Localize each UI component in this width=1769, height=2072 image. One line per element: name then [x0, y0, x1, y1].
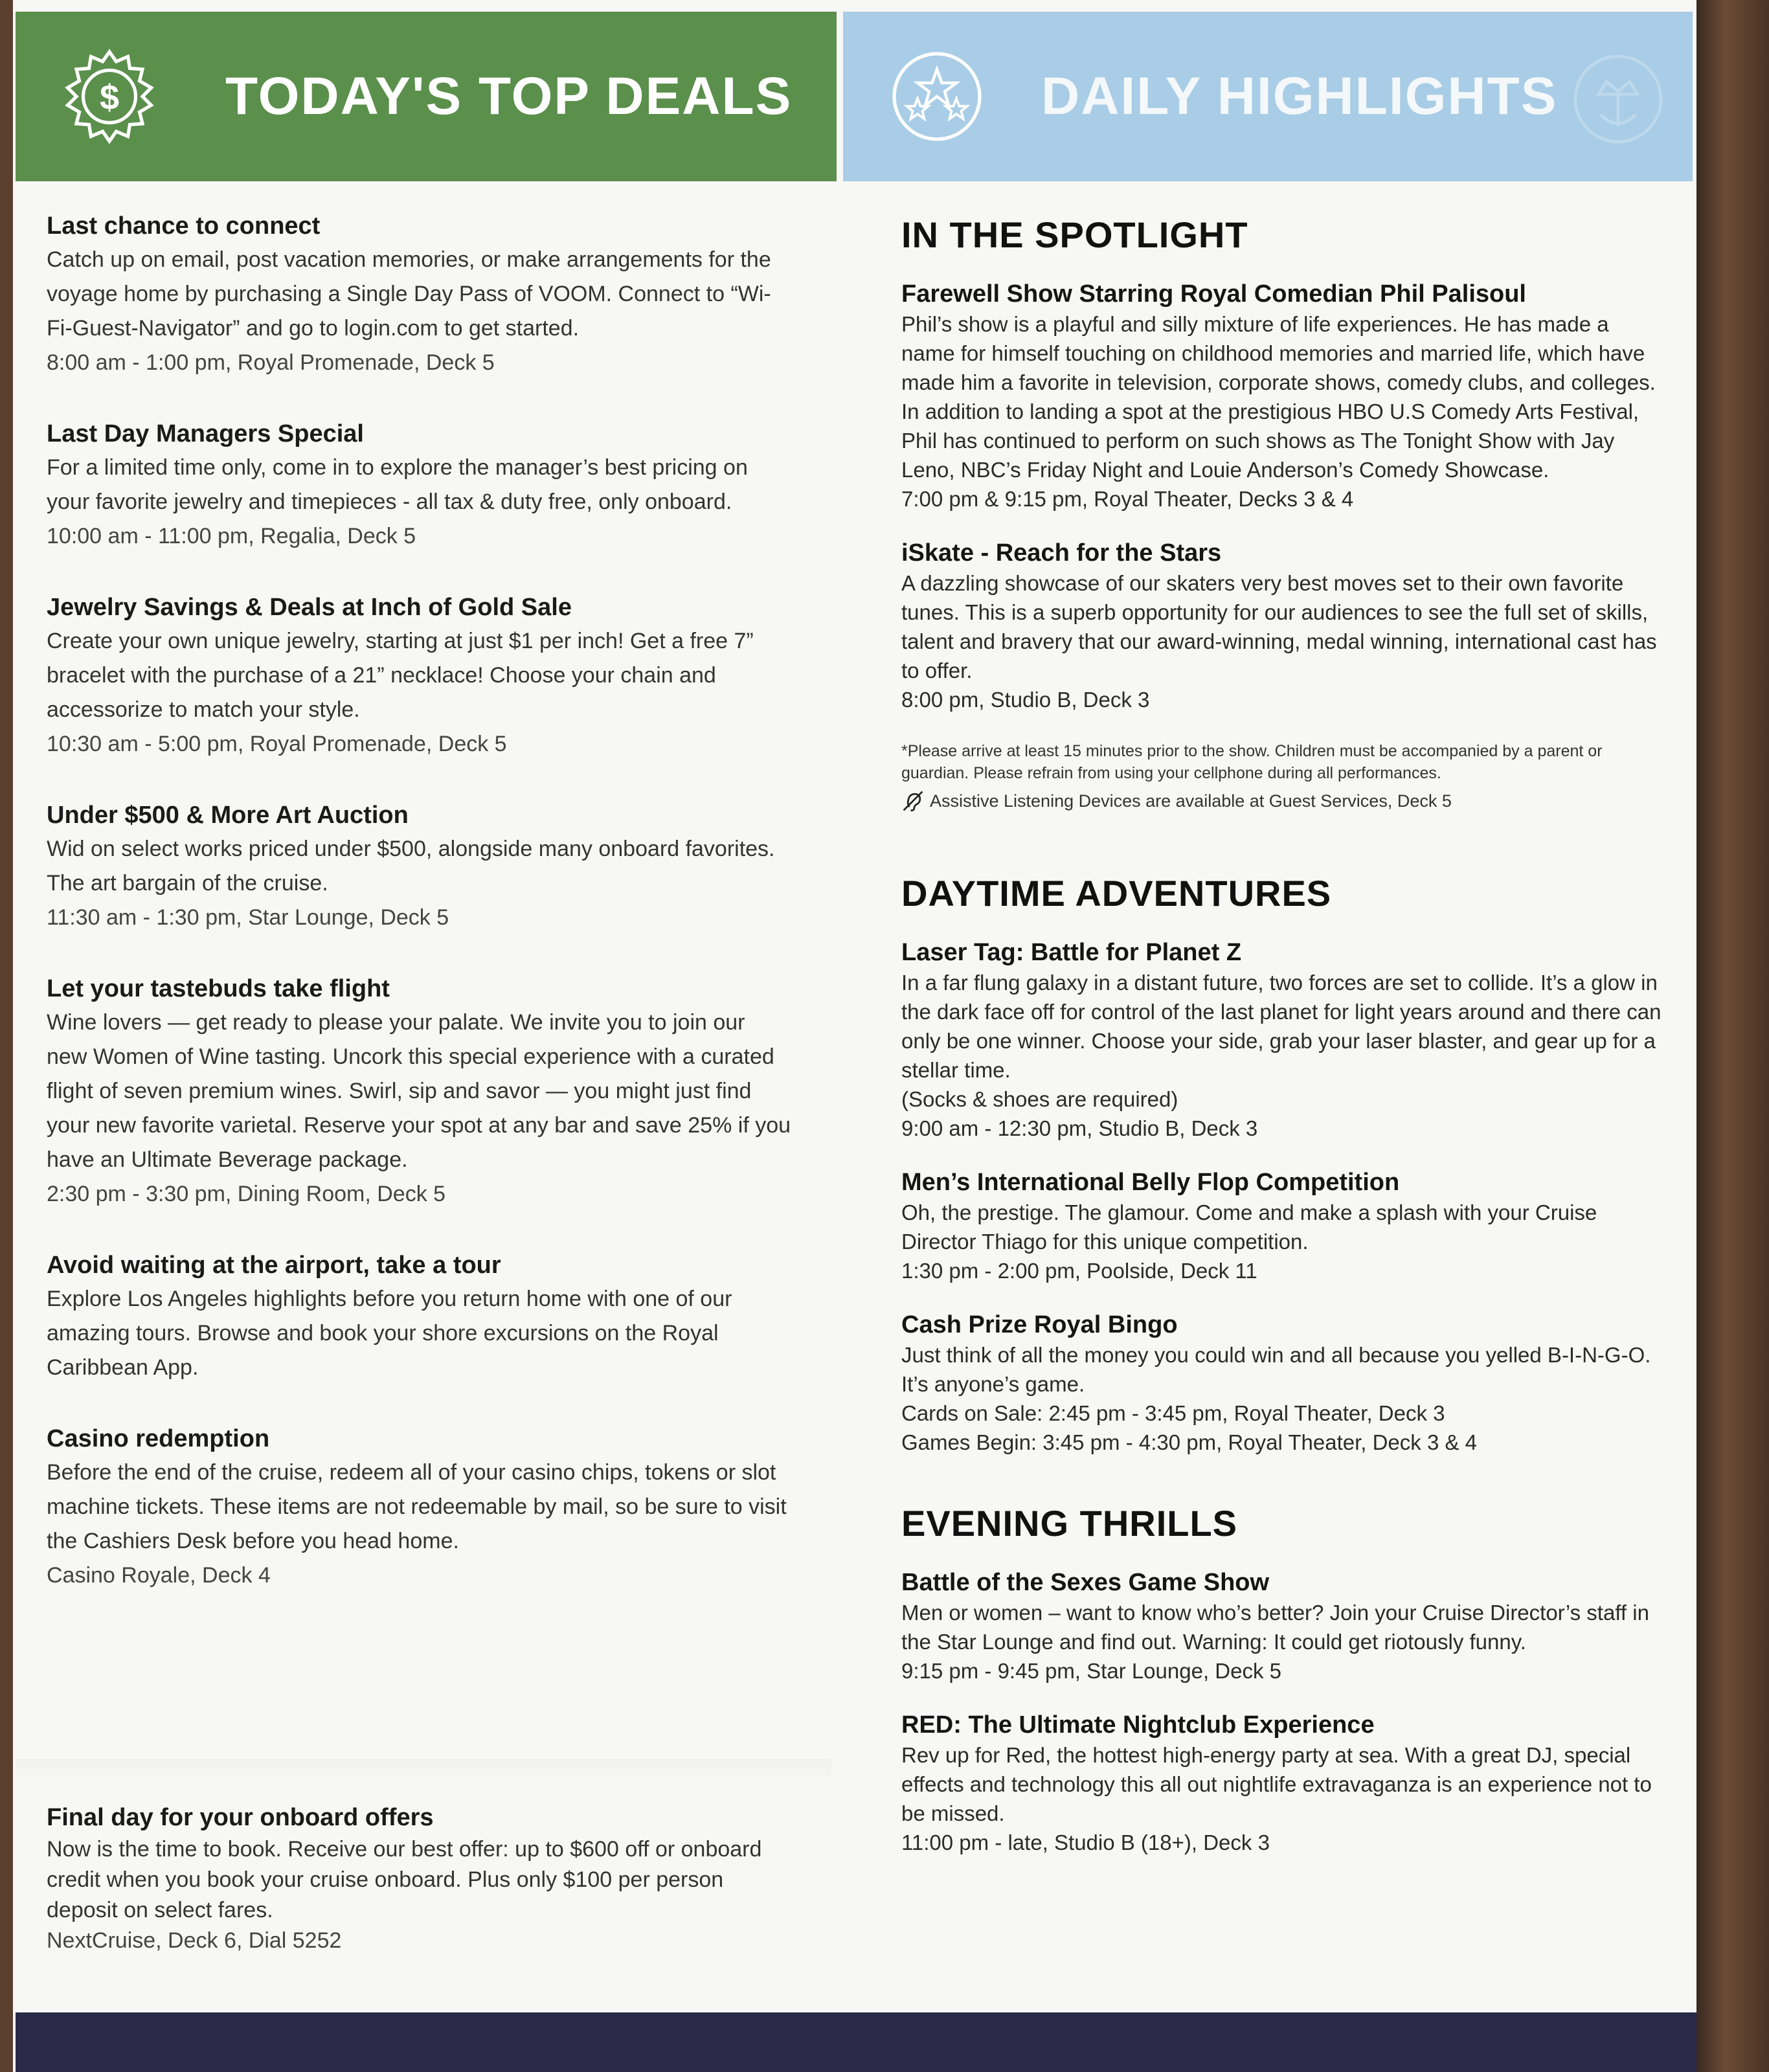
- deal-item: [47, 212, 791, 380]
- section-divider: [16, 1759, 831, 1785]
- highlight-body: Oh, the prestige. The glamour. Come and make a splash with your Cruise Director Thiago for this unique competition.: [901, 1200, 1597, 1254]
- evening-heading: EVENING THRILLS: [901, 1503, 1238, 1544]
- deal-title: Let your tastebuds take flight: [47, 975, 390, 1002]
- highlight-title: Laser Tag: Battle for Planet Z: [901, 939, 1242, 966]
- highlight-body: A dazzling showcase of our skaters very best moves set to their own favorite tunes. This is a superb opportunity for our audiences to see the full set of skills, talent and bravery that our award-winning, medal winning, international cast has to offer.: [901, 571, 1657, 682]
- highlight-title: RED: The Ultimate Nightclub Experience: [901, 1711, 1375, 1739]
- hearing-assist-icon: [901, 789, 925, 813]
- deal-when: 11:30 am - 1:30 pm, Star Lounge, Deck 5: [47, 905, 449, 930]
- deal-item: [47, 975, 791, 1211]
- spotlight-heading: IN THE SPOTLIGHT: [901, 214, 1248, 255]
- highlight-item: [901, 1569, 1665, 1685]
- daytime-heading: DAYTIME ADVENTURES: [901, 873, 1332, 914]
- deal-body: For a limited time only, come in to explore the manager’s best pricing on your favorite jewelry and timepieces - all tax & duty free, only onboard.: [47, 455, 748, 514]
- svg-text:$: $: [99, 78, 120, 117]
- final-offer-block: [47, 1804, 791, 1996]
- highlight-body: In a far flung galaxy in a distant future, two forces are set to collide. It’s a glow in the dark face off for control of the last planet for light years around and there can only be one winner. Choose your side, grab your laser blaster, and gear up for a stellar time.: [901, 971, 1662, 1082]
- daily-highlights-title: DAILY HIGHLIGHTS: [1041, 67, 1558, 126]
- highlight-item: [901, 939, 1665, 1143]
- highlight-title: Cash Prize Royal Bingo: [901, 1311, 1178, 1338]
- top-deals-banner: [16, 12, 837, 181]
- deal-when: 2:30 pm - 3:30 pm, Dining Room, Deck 5: [47, 1182, 446, 1206]
- top-deals-title: TODAY'S TOP DEALS: [225, 67, 793, 126]
- deal-title: Final day for your onboard offers: [47, 1804, 434, 1831]
- highlight-body: Phil’s show is a playful and silly mixture of life experiences. He has made a name for himself touching on childhood memories and married life, which have made him a favorite in television, corporate shows, comedy clubs, and colleges. In addition to landing a spot at the prestigious HBO U.S Comedy Arts Festival, Phil has continued to perform on such shows as The Tonight Show with Jay Leno, NBC’s Friday Night and Louie Anderson’s Comedy Showcase.: [901, 312, 1656, 482]
- deal-item: [47, 1804, 791, 1956]
- deal-body: Wid on select works priced under $500, alongside many onboard favorites. The art bargain of the cruise.: [47, 837, 775, 895]
- highlight-when: 11:00 pm - late, Studio B (18+), Deck 3: [901, 1830, 1270, 1854]
- highlight-body: Men or women – want to know who’s better? Join your Cruise Director’s staff in the Star Lounge and find out. Warning: It could get riotously funny.: [901, 1601, 1649, 1654]
- deal-title: Last chance to connect: [47, 212, 321, 240]
- highlight-item: [901, 1169, 1665, 1285]
- highlight-when: 1:30 pm - 2:00 pm, Poolside, Deck 11: [901, 1259, 1257, 1283]
- footer-bar: [16, 2012, 1696, 2072]
- assistive-listening-note: [901, 788, 1665, 814]
- highlight-item: [901, 1311, 1665, 1457]
- highlights-column: [901, 214, 1665, 1883]
- deal-body: Before the end of the cruise, redeem all of your casino chips, tokens or slot machine tickets. These items are not redeemable by mail, so be sure to visit the Cashiers Desk before you head home.: [47, 1460, 787, 1553]
- deal-item: [47, 594, 791, 761]
- highlight-when: 9:00 am - 12:30 pm, Studio B, Deck 3: [901, 1116, 1258, 1140]
- deal-when: 10:30 am - 5:00 pm, Royal Promenade, Deck 5: [47, 732, 507, 756]
- deal-when: NextCruise, Deck 6, Dial 5252: [47, 1928, 342, 1953]
- stars-badge-icon: [888, 48, 986, 145]
- highlight-when: Games Begin: 3:45 pm - 4:30 pm, Royal Theater, Deck 3 & 4: [901, 1430, 1478, 1454]
- deal-body: Catch up on email, post vacation memories, or make arrangements for the voyage home by purchasing a Single Day Pass of VOOM. Connect to “Wi-Fi-Guest-Navigator” and go to login.com to get started.: [47, 247, 771, 341]
- deal-title: Casino redemption: [47, 1425, 270, 1452]
- deal-item: [47, 420, 791, 554]
- highlight-title: Battle of the Sexes Game Show: [901, 1569, 1270, 1596]
- highlight-when: 7:00 pm & 9:15 pm, Royal Theater, Decks 3 & 4: [901, 487, 1354, 511]
- highlight-title: Farewell Show Starring Royal Comedian Phil Palisoul: [901, 280, 1526, 308]
- deals-column: [47, 212, 791, 1633]
- crown-anchor-logo-icon: [1570, 51, 1667, 148]
- deal-when: 10:00 am - 11:00 pm, Regalia, Deck 5: [47, 524, 416, 548]
- highlight-item: [901, 1711, 1665, 1857]
- deal-body: Explore Los Angeles highlights before you return home with one of our amazing tours. Browse and book your shore excursions on the Royal Caribbean App.: [47, 1287, 732, 1380]
- daily-highlights-banner: [843, 12, 1693, 181]
- deal-title: Last Day Managers Special: [47, 420, 364, 447]
- highlight-extra: (Socks & shoes are required): [901, 1087, 1178, 1111]
- deal-title: Jewelry Savings & Deals at Inch of Gold Sale: [47, 594, 572, 621]
- highlight-when: 9:15 pm - 9:45 pm, Star Lounge, Deck 5: [901, 1659, 1281, 1683]
- deal-body: Now is the time to book. Receive our best offer: up to $600 off or onboard credit when you book your cruise onboard. Plus only $100 per person deposit on select fares.: [47, 1837, 762, 1922]
- deal-body: Create your own unique jewelry, starting at just $1 per inch! Get a free 7” bracelet with the purchase of a 21” necklace! Choose your chain and accessorize to match your style.: [47, 629, 754, 722]
- deal-when: 8:00 am - 1:00 pm, Royal Promenade, Deck 5: [47, 350, 495, 375]
- assistive-text: Assistive Listening Devices are available at Guest Services, Deck 5: [930, 791, 1452, 811]
- highlight-title: iSkate - Reach for the Stars: [901, 539, 1222, 567]
- deal-item: [47, 1252, 791, 1385]
- deal-title: Avoid waiting at the airport, take a tour: [47, 1252, 501, 1279]
- dollar-badge-icon: [61, 48, 158, 145]
- deal-item: [47, 1425, 791, 1593]
- highlight-extra: Cards on Sale: 2:45 pm - 3:45 pm, Royal Theater, Deck 3: [901, 1401, 1445, 1425]
- show-note: *Please arrive at least 15 minutes prior to the show. Children must be accompanied by a parent or guardian. Please refrain from using your cellphone during all performances.: [901, 742, 1603, 782]
- page: [13, 0, 1696, 2072]
- page-edge: [1696, 0, 1769, 2072]
- highlight-title: Men’s International Belly Flop Competition: [901, 1169, 1400, 1196]
- highlight-when: 8:00 pm, Studio B, Deck 3: [901, 688, 1150, 712]
- deal-when: Casino Royale, Deck 4: [47, 1563, 271, 1588]
- deal-title: Under $500 & More Art Auction: [47, 802, 409, 829]
- highlight-body: Just think of all the money you could win and all because you yelled B-I-N-G-O. It’s anyone’s game.: [901, 1343, 1651, 1396]
- highlight-item: [901, 539, 1665, 714]
- highlight-body: Rev up for Red, the hottest high-energy party at sea. With a great DJ, special effects and technology this all out nightlife extravaganza is an experience not to be missed.: [901, 1743, 1652, 1825]
- deal-body: Wine lovers — get ready to please your palate. We invite you to join our new Women of Wine tasting. Uncork this special experience with a curated flight of seven premium wines. Swirl, sip and savor — you might just find your new favorite varietal. Reserve your spot at any bar and save 25% if you have an Ultimate Beverage package.: [47, 1010, 791, 1172]
- highlight-item: [901, 280, 1665, 513]
- deal-item: [47, 802, 791, 935]
